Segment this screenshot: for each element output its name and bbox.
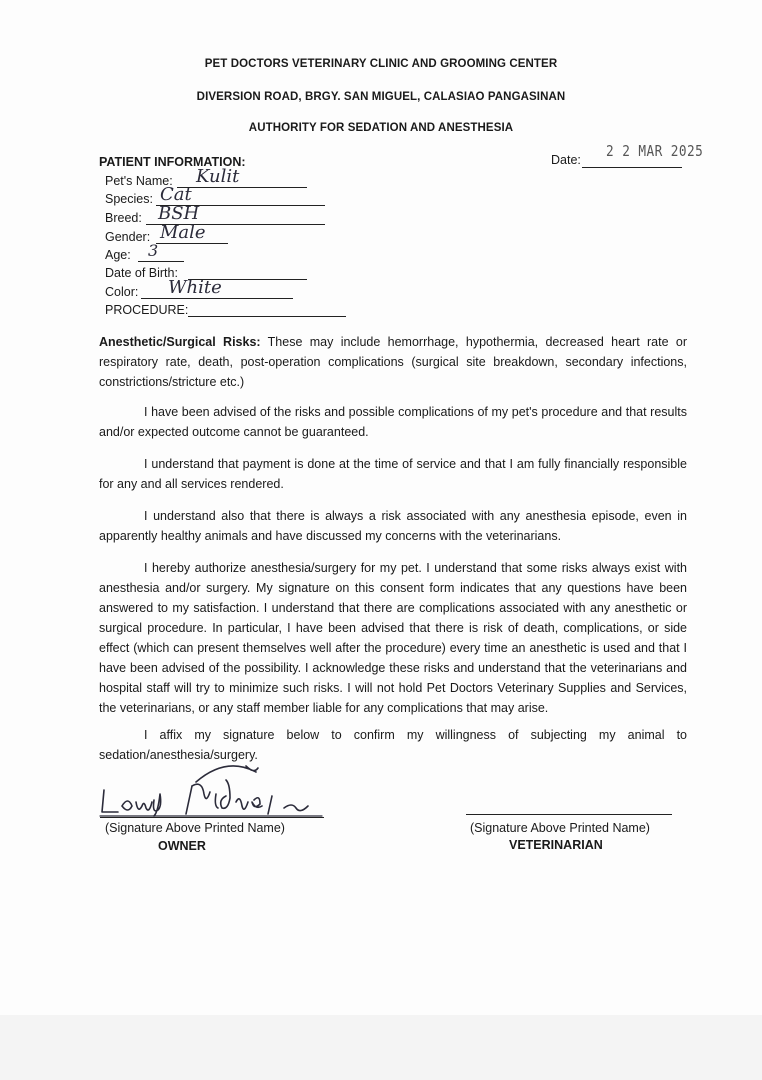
risks-text: These may include hemorrhage, hypothermia, decreased heart rate or respiratory rate, death, post-operation complications (surgical site breakdown, secondary infections, constrictions/stricture etc.) [99, 335, 687, 389]
owner-role-label: OWNER [158, 839, 206, 853]
risks-paragraph [99, 332, 687, 392]
date-line [582, 167, 682, 168]
owner-signature [96, 760, 326, 822]
clinic-address: DIVERSION ROAD, BRGY. SAN MIGUEL, CALASIAO PANGASINAN [196, 91, 566, 103]
date-stamp: 2 2 MAR 2025 [606, 142, 704, 160]
owner-signature-caption: (Signature Above Printed Name) [105, 821, 285, 835]
gender-value: Male [160, 222, 206, 243]
procedure-label: PROCEDURE: [105, 303, 189, 317]
date-label: Date: [551, 153, 581, 167]
dob-label: Date of Birth: [105, 266, 178, 280]
vet-role-label: VETERINARIAN [509, 838, 603, 852]
consent-paragraph-1: I have been advised of the risks and possible complications of my pet's procedure and that results and/or expected outcome cannot be guaranteed. [99, 405, 687, 439]
consent-paragraph-4: I hereby authorize anesthesia/surgery for my pet. I understand that some risks always exist with anesthesia and/or surgery. My signature on this consent form indicates that any questions have been answered to my satisfaction. I understand that there are complications associated with any anesthetic or surgical procedure. In particular, I have been advised that there is risk of death, complications, or side effect (which can present themselves well after the procedure) every time an anesthetic is used and that I have been advised of the possibility. I acknowledge these risks and understand that the veterinarians and hospital staff will try to minimize such risks. I will not hold Pet Doctors Veterinary Supplies and Services, the veterinarians, or any staff member liable for any complications that may arise. [99, 561, 687, 715]
pets-name-label: Pet's Name: [105, 174, 173, 188]
vet-signature-line [466, 814, 672, 815]
color-label: Color: [105, 285, 139, 299]
age-label: Age: [105, 248, 131, 262]
gender-line [156, 243, 228, 244]
breed-value: BSH [158, 203, 200, 224]
species-value: Cat [160, 184, 192, 205]
consent-paragraph-3: I understand also that there is always a risk associated with any anesthesia episode, even in apparently healthy animals and have discussed my concerns with the veterinarians. [99, 509, 687, 543]
clinic-name: PET DOCTORS VETERINARY CLINIC AND GROOMING CENTER [204, 58, 558, 70]
risks-label: Anesthetic/Surgical Risks: [99, 335, 261, 349]
color-line [141, 298, 293, 299]
age-line [138, 261, 184, 262]
species-label: Species: [105, 192, 153, 206]
form-title: AUTHORITY FOR SEDATION AND ANESTHESIA [248, 122, 514, 134]
scan-background [0, 1015, 762, 1080]
owner-signature-line [100, 817, 324, 818]
breed-label: Breed: [105, 211, 142, 225]
consent-paragraph-2: I understand that payment is done at the time of service and that I am fully financially responsible for any and all services rendered. [99, 457, 687, 491]
pets-name-line [177, 187, 307, 188]
procedure-line [188, 316, 346, 317]
vet-signature-caption: (Signature Above Printed Name) [470, 821, 650, 835]
gender-label: Gender: [105, 230, 151, 244]
age-value: 3 [148, 241, 159, 260]
color-value: White [168, 277, 222, 298]
pets-name-value: Kulit [196, 166, 240, 187]
patient-info-heading: PATIENT INFORMATION: [99, 155, 246, 169]
consent-paragraph-5: I affix my signature below to confirm my willingness of subjecting my animal to sedation/anesthesia/surgery. [99, 728, 687, 762]
